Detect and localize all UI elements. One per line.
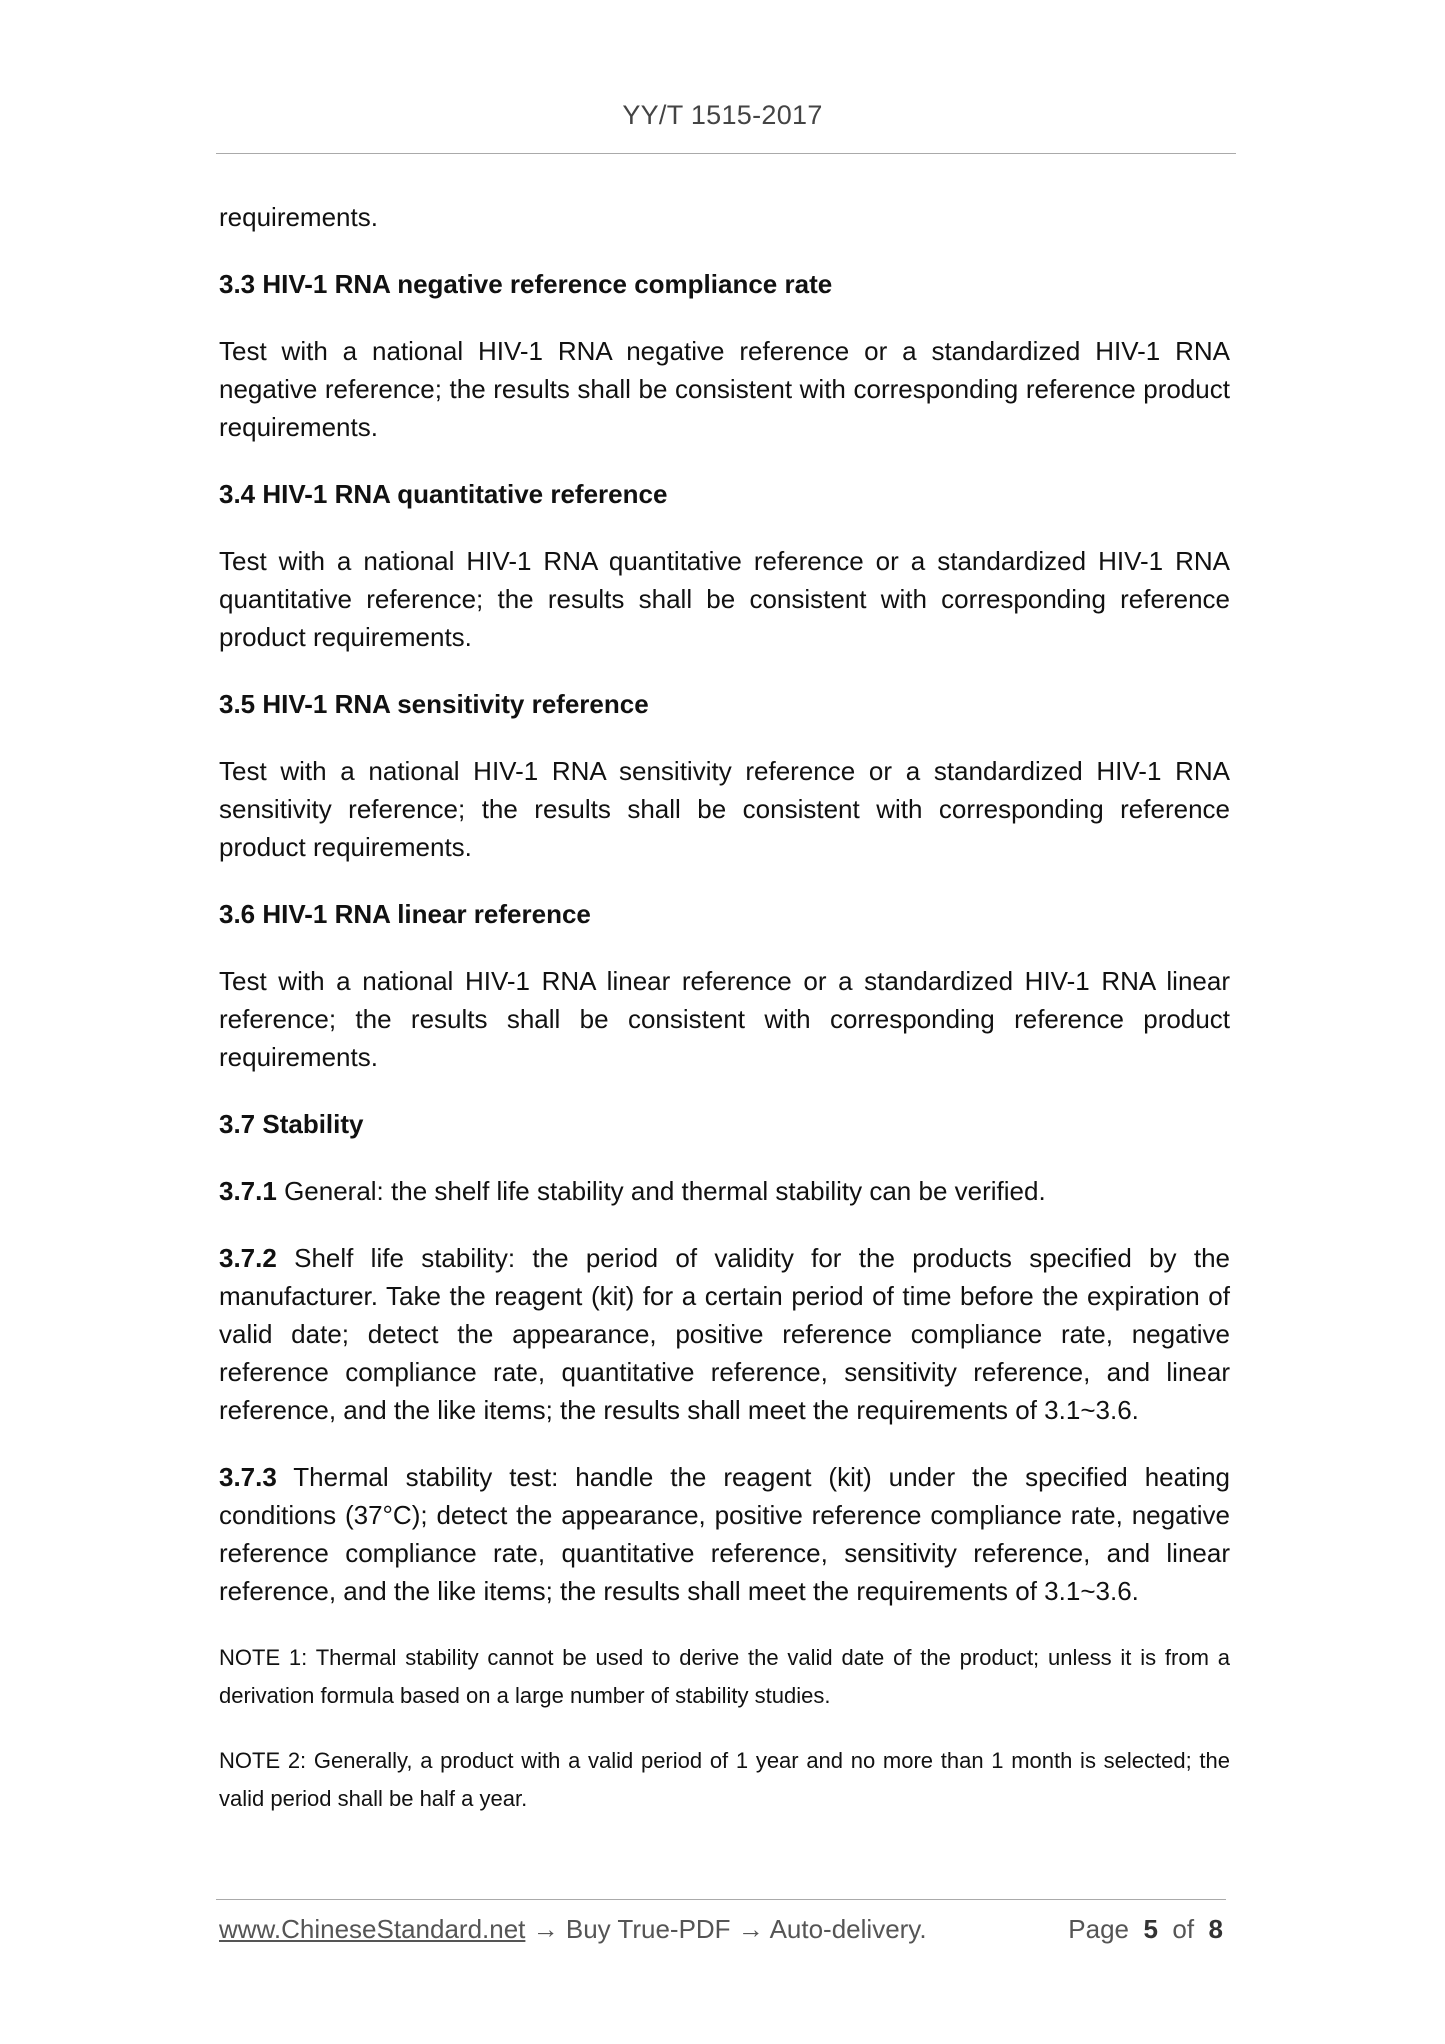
section-3-3-heading: 3.3 HIV-1 RNA negative reference compliance rate bbox=[219, 269, 833, 299]
section-3-6-heading: 3.6 HIV-1 RNA linear reference bbox=[219, 899, 591, 929]
header-divider bbox=[216, 153, 1236, 154]
clause-3-7-2-number: 3.7.2 bbox=[219, 1243, 277, 1273]
section-3-6-text: Test with a national HIV-1 RNA linear reference or a standardized HIV-1 RNA linear reference; the results shall be consistent with corresponding reference product requirements. bbox=[219, 966, 1230, 1072]
page-label: Page bbox=[1068, 1914, 1130, 1944]
footer-divider bbox=[216, 1899, 1226, 1900]
site-link[interactable]: www.ChineseStandard.net bbox=[219, 1914, 526, 1944]
section-3-4-text: Test with a national HIV-1 RNA quantitative reference or a standardized HIV-1 RNA quantitative reference; the results shall be consistent with corresponding reference product requirements. bbox=[219, 546, 1230, 652]
page-of-label: of bbox=[1172, 1914, 1195, 1944]
clause-3-7-1 bbox=[219, 1172, 1230, 1210]
clause-3-7-2 bbox=[219, 1239, 1230, 1429]
page-current: 5 bbox=[1143, 1914, 1158, 1944]
section-3-7-heading: 3.7 Stability bbox=[219, 1109, 364, 1139]
page-header-doc-code: YY/T 1515-2017 bbox=[622, 100, 823, 130]
clause-3-7-2-text: Shelf life stability: the period of validity for the products specified by the manufacturer. Take the reagent (kit) for a certain period of time before the expiration of valid date; detect the appearance, positive reference compliance rate, negative reference compliance rate, quantitative reference, sensitivity reference, and linear reference, and the like items; the results shall meet the requirements of 3.1~3.6. bbox=[219, 1243, 1230, 1425]
page-indicator bbox=[1068, 1914, 1223, 1945]
clause-3-7-3 bbox=[219, 1458, 1230, 1610]
page-total: 8 bbox=[1208, 1914, 1223, 1944]
footer-promo bbox=[219, 1914, 927, 1945]
clause-3-7-1-number: 3.7.1 bbox=[219, 1176, 277, 1206]
clause-3-7-3-text: Thermal stability test: handle the reagent (kit) under the specified heating conditions (37°C); detect the appearance, positive reference compliance rate, negative reference compliance rate, quantitative reference, sensitivity reference, and linear reference, and the like items; the results shall meet the requirements of 3.1~3.6. bbox=[219, 1462, 1230, 1606]
continued-paragraph: requirements. bbox=[219, 202, 378, 232]
clause-3-7-3-number: 3.7.3 bbox=[219, 1462, 277, 1492]
note-1: NOTE 1: Thermal stability cannot be used to derive the valid date of the product; unless it is from a derivation formula based on a large number of stability studies. bbox=[219, 1645, 1230, 1708]
document-body bbox=[219, 198, 1230, 1845]
section-3-4-heading: 3.4 HIV-1 RNA quantitative reference bbox=[219, 479, 668, 509]
section-3-3-text: Test with a national HIV-1 RNA negative reference or a standardized HIV-1 RNA negative reference; the results shall be consistent with corresponding reference product requirements. bbox=[219, 336, 1230, 442]
note-2: NOTE 2: Generally, a product with a valid period of 1 year and no more than 1 month is selected; the valid period shall be half a year. bbox=[219, 1748, 1230, 1811]
section-3-5-text: Test with a national HIV-1 RNA sensitivity reference or a standardized HIV-1 RNA sensitivity reference; the results shall be consistent with corresponding reference product requirements. bbox=[219, 756, 1230, 862]
section-3-5-heading: 3.5 HIV-1 RNA sensitivity reference bbox=[219, 689, 649, 719]
clause-3-7-1-text: General: the shelf life stability and thermal stability can be verified. bbox=[284, 1176, 1046, 1206]
promo-text: → Buy True-PDF → Auto-delivery. bbox=[525, 1914, 927, 1944]
